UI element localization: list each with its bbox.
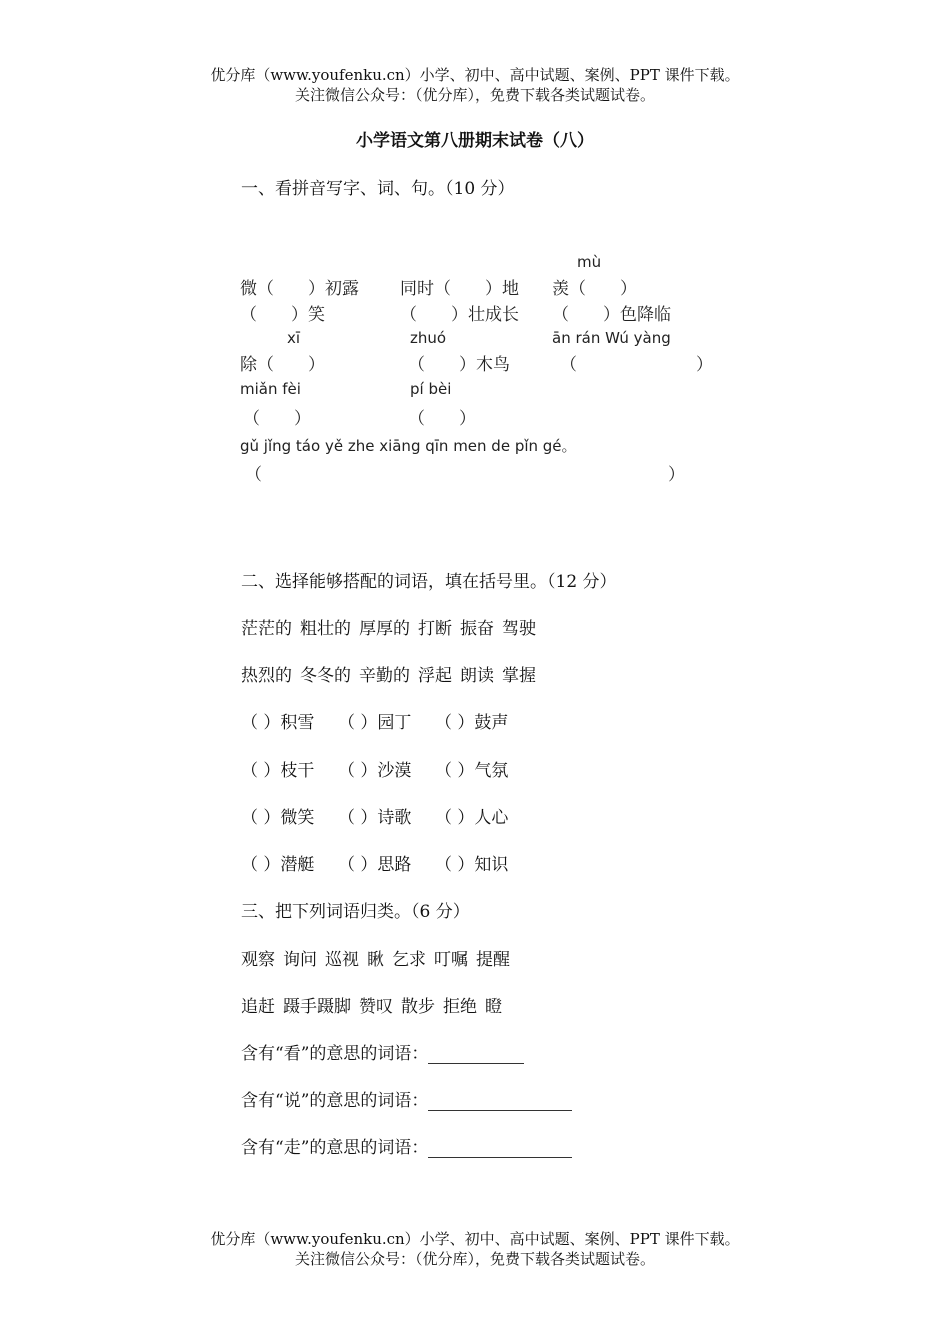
pinyin-anran-wuyang: ān rán Wú yàng bbox=[552, 329, 671, 347]
sentence-close-paren: ） bbox=[668, 465, 685, 485]
word: 粗壮的 bbox=[300, 619, 351, 639]
word: 辛勤的 bbox=[359, 666, 410, 686]
match-item: （ ）鼓声 bbox=[435, 713, 509, 733]
match-item: （ ）知识 bbox=[435, 855, 509, 875]
pinyin-mianfei: miǎn fèi bbox=[240, 380, 301, 398]
s3-question-say bbox=[241, 1086, 572, 1111]
footer-line-1: 优分库（www.youfenku.cn）小学、初中、高中试题、案例、PPT 课件下载。 bbox=[210, 1230, 740, 1248]
s3-word-bank-2 bbox=[241, 992, 502, 1017]
word: 拒绝 bbox=[443, 997, 477, 1017]
sentence-pinyin: gǔ jǐng táo yě zhe xiāng qīn men de pǐn gé。 bbox=[240, 437, 577, 455]
question-label: 含有“走”的意思的词语： bbox=[241, 1138, 429, 1158]
word: 瞪 bbox=[485, 997, 502, 1017]
word: 追赶 bbox=[241, 997, 275, 1017]
question-label: 含有“说”的意思的词语： bbox=[241, 1091, 429, 1111]
word: 打断 bbox=[418, 619, 452, 639]
match-item: （ ）思路 bbox=[338, 855, 412, 875]
word: 驾驶 bbox=[502, 619, 536, 639]
word: 乞求 bbox=[392, 950, 426, 970]
s2-match-row-1 bbox=[241, 708, 532, 733]
pinyin-zhuo: zhuó bbox=[410, 329, 447, 347]
s3-question-walk bbox=[241, 1133, 572, 1158]
word: 观察 bbox=[241, 950, 275, 970]
s1-row4-item2: （ ） bbox=[408, 409, 476, 429]
s3-question-look bbox=[241, 1039, 524, 1064]
match-item: （ ）潜艇 bbox=[241, 855, 315, 875]
word: 冬冬的 bbox=[300, 666, 351, 686]
s1-row3-item1: 除（ ） bbox=[240, 355, 325, 375]
s1-row1-item3: 羡（ ） bbox=[552, 279, 637, 299]
word: 询问 bbox=[283, 950, 317, 970]
word: 掌握 bbox=[502, 666, 536, 686]
word: 浮起 bbox=[418, 666, 452, 686]
s2-match-row-2 bbox=[241, 756, 532, 781]
answer-blank[interactable] bbox=[428, 1141, 572, 1158]
s3-word-bank-1 bbox=[241, 945, 510, 970]
word: 厚厚的 bbox=[359, 619, 410, 639]
header-line-1: 优分库（www.youfenku.cn）小学、初中、高中试题、案例、PPT 课件下载。 bbox=[210, 66, 740, 84]
answer-blank[interactable] bbox=[428, 1094, 572, 1111]
word: 巡视 bbox=[325, 950, 359, 970]
word: 叮嘱 bbox=[434, 950, 468, 970]
word: 提醒 bbox=[476, 950, 510, 970]
match-item: （ ）沙漠 bbox=[338, 761, 412, 781]
s2-match-row-4 bbox=[241, 850, 532, 875]
s1-row3-close-paren: ） bbox=[696, 355, 713, 375]
s1-row3-open-paren: （ bbox=[560, 355, 577, 375]
word: 振奋 bbox=[460, 619, 494, 639]
s1-row3-item2: （ ）木鸟 bbox=[408, 355, 510, 375]
s1-row1-item2: 同时（ ）地 bbox=[400, 279, 519, 299]
word: 散步 bbox=[401, 997, 435, 1017]
s1-row2-item3: （ ）色降临 bbox=[552, 305, 671, 325]
pinyin-pibei: pí bèi bbox=[410, 380, 452, 398]
word: 赞叹 bbox=[359, 997, 393, 1017]
word: 瞅 bbox=[367, 950, 384, 970]
section-2-heading: 二、选择能够搭配的词语，填在括号里。（12 分） bbox=[241, 572, 617, 592]
pinyin-xi: xī bbox=[287, 329, 301, 347]
question-label: 含有“看”的意思的词语： bbox=[241, 1044, 429, 1064]
match-item: （ ）气氛 bbox=[435, 761, 509, 781]
footer-line-2: 关注微信公众号：（优分库），免费下载各类试题试卷。 bbox=[294, 1250, 655, 1268]
word: 茫茫的 bbox=[241, 619, 292, 639]
answer-blank[interactable] bbox=[428, 1047, 524, 1064]
s2-match-row-3 bbox=[241, 803, 532, 828]
s1-row1-item1: 微（ ）初露 bbox=[240, 279, 359, 299]
match-item: （ ）枝干 bbox=[241, 761, 315, 781]
sentence-open-paren: （ bbox=[245, 465, 262, 485]
match-item: （ ）人心 bbox=[435, 808, 509, 828]
section-3-heading: 三、把下列词语归类。（6 分） bbox=[241, 902, 470, 922]
s1-row2-item1: （ ）笑 bbox=[240, 305, 325, 325]
s2-word-bank-1 bbox=[241, 614, 536, 639]
s1-row4-item1: （ ） bbox=[243, 409, 311, 429]
match-item: （ ）积雪 bbox=[241, 713, 315, 733]
match-item: （ ）微笑 bbox=[241, 808, 315, 828]
pinyin-mu: mù bbox=[577, 253, 602, 271]
s2-word-bank-2 bbox=[241, 661, 536, 686]
header-line-2: 关注微信公众号：（优分库），免费下载各类试题试卷。 bbox=[294, 86, 655, 104]
s1-row2-item2: （ ）壮成长 bbox=[400, 305, 519, 325]
page-title: 小学语文第八册期末试卷（八） bbox=[356, 131, 594, 151]
word: 朗读 bbox=[460, 666, 494, 686]
section-1-heading: 一、看拼音写字、词、句。（10 分） bbox=[241, 179, 515, 199]
word: 热烈的 bbox=[241, 666, 292, 686]
match-item: （ ）园丁 bbox=[338, 713, 412, 733]
match-item: （ ）诗歌 bbox=[338, 808, 412, 828]
word: 蹑手蹑脚 bbox=[283, 997, 351, 1017]
